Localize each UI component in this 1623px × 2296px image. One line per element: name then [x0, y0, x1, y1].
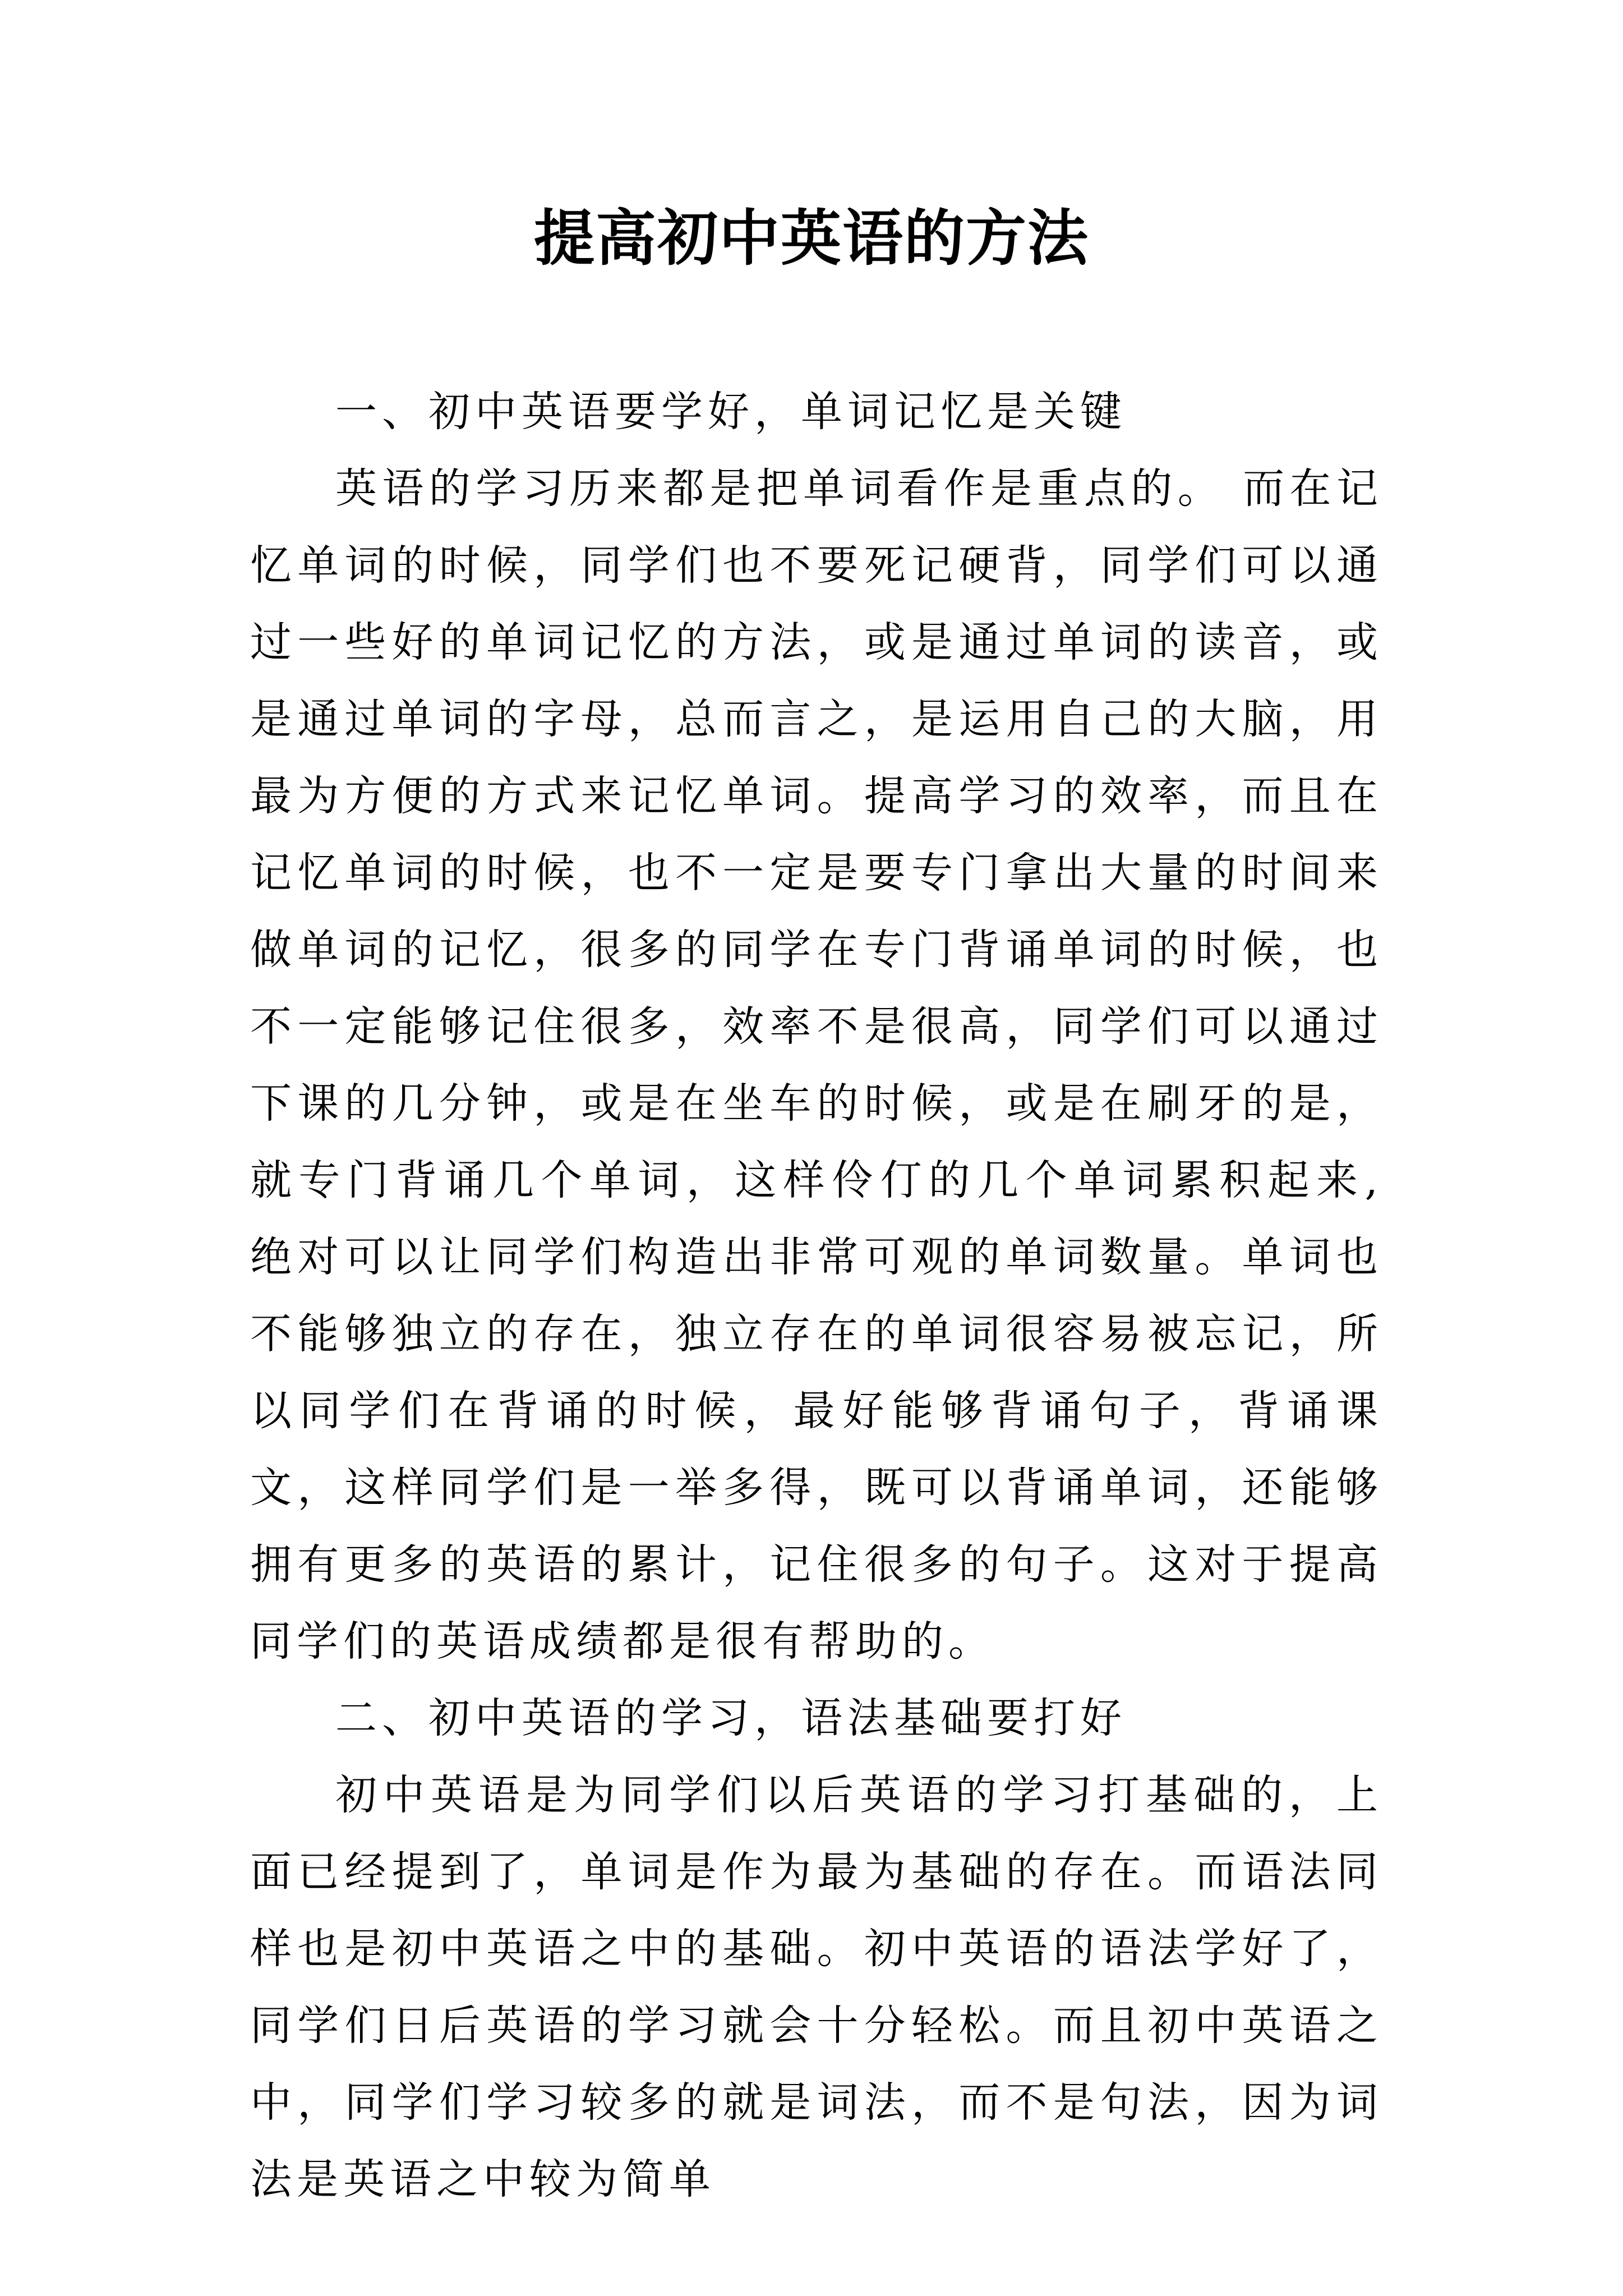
document-body — [250, 374, 1383, 2218]
document-title: 提高初中英语的方法 — [533, 203, 1089, 274]
paragraph-1: 英语的学习历来都是把单词看作是重点的。 而在记忆单词的时候，同学们也不要死记硬背，同学们可以通过一些好的单词记忆的方法，或是通过单词的读音，或是通过单词的字母，总而言之，是运用自己的大脑，用最为方便的方式来记忆单词。提高学习的效率，而且在记忆单词的时候，也不一定是要专门拿出大量的时间来做单词的记忆，很多的同学在专门背诵单词的时候，也不一定能够记住很多，效率不是很高，同学们可以通过下课的几分钟，或是在坐车的时候，或是在刷牙的是，就专门背诵几个单词，这样伶仃的几个单词累积起来,绝对可以让同学们构造出非常可观的单词数量。单词也不能够独立的存在，独立存在的单词很容易被忘记，所以同学们在背诵的时候，最好能够背诵句子，背诵课文，这样同学们是一举多得，既可以背诵单词，还能够拥有更多的英语的累计，记住很多的句子。这对于提高同学们的英语成绩都是很有帮助的。 — [250, 464, 1383, 1665]
section-heading-2: 二、初中英语的学习，语法基础要打好 — [335, 1694, 1127, 1742]
section-heading-1: 一、初中英语要学好，单词记忆是关键 — [335, 388, 1127, 436]
paragraph-2: 初中英语是为同学们以后英语的学习打基础的，上面已经提到了，单词是作为最为基础的存在。而语法同样也是初中英语之中的基础。初中英语的语法学好了，同学们日后英语的学习就会十分轻松。而且初中英语之中，同学们学习较多的就是词法，而不是句法，因为词法是英语之中较为简单 — [250, 1771, 1383, 2203]
